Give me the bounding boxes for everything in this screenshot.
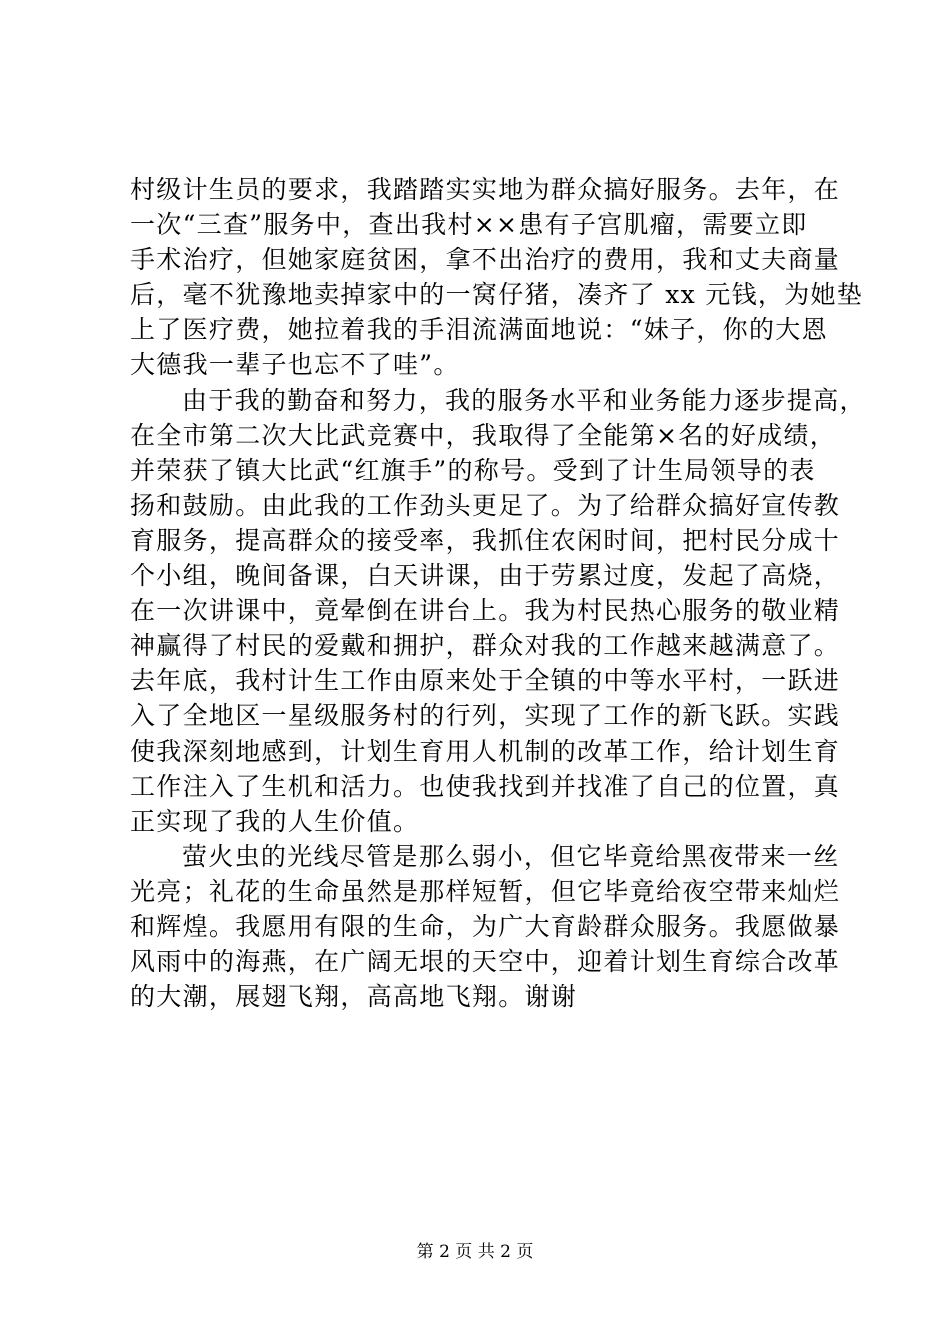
text-line: 一次“三查”服务中，查出我村××患有子宫肌瘤，需要立即 — [130, 210, 808, 240]
text-line: 正实现了我的人生价值。 — [130, 806, 420, 836]
text-line: 风雨中的海燕，在广阔无垠的天空中，迎着计划生育综合改革 — [130, 947, 841, 977]
document-body — [130, 172, 866, 1014]
text-line: 去年底，我村计生工作由原来处于全镇的中等水平村，一跃进 — [130, 666, 841, 696]
text-line: 光亮；礼花的生命虽然是那样短暂，但它毕竟给夜空带来灿烂 — [130, 876, 841, 906]
text-line: 后，毫不犹豫地卖掉家中的一窝仔猪，凑齐了 xx 元钱，为她垫 — [130, 280, 864, 310]
paragraph-start-line: 由于我的勤奋和努力，我的服务水平和业务能力逐步提高， — [182, 385, 866, 415]
text-line: 个小组，晚间备课，白天讲课，由于劳累过度，发起了高烧， — [130, 561, 841, 591]
text-line: 工作注入了生机和活力。也使我找到并找准了自己的位置，真 — [130, 771, 841, 801]
text-line: 大德我一辈子也忘不了哇”。 — [130, 350, 460, 380]
text-line: 育服务，提高群众的接受率，我抓住农闲时间，把村民分成十 — [130, 525, 841, 555]
text-line: 在一次讲课中，竟晕倒在讲台上。我为村民热心服务的敬业精 — [130, 596, 841, 626]
page-number-label: 第 2 页 共 2 页 — [416, 1242, 534, 1262]
paragraph-start-line: 萤火虫的光线尽管是那么弱小，但它毕竟给黑夜带来一丝 — [182, 841, 840, 871]
text-line: 在全市第二次大比武竞赛中，我取得了全能第×名的好成绩， — [130, 420, 837, 450]
text-line: 神赢得了村民的爱戴和拥护，群众对我的工作越来越满意了。 — [130, 631, 841, 661]
text-line: 使我深刻地感到，计划生育用人机制的改革工作，给计划生育 — [130, 736, 841, 766]
text-line: 和辉煌。我愿用有限的生命，为广大育龄群众服务。我愿做暴 — [130, 911, 841, 941]
text-line: 村级计生员的要求，我踏踏实实地为群众搞好服务。去年，在 — [130, 175, 841, 204]
text-line: 入了全地区一星级服务村的行列，实现了工作的新飞跃。实践 — [130, 701, 841, 731]
text-line: 的大潮，展翅飞翔，高高地飞翔。谢谢 — [130, 982, 578, 1012]
text-line: 扬和鼓励。由此我的工作劲头更足了。为了给群众搞好宣传教 — [130, 490, 841, 520]
text-line: 手术治疗，但她家庭贫困，拿不出治疗的费用，我和丈夫商量 — [130, 245, 841, 275]
page-footer — [0, 1240, 950, 1264]
text-line: 上了医疗费，她拉着我的手泪流满面地说：“妹子，你的大恩 — [130, 315, 828, 345]
text-line: 并荣获了镇大比武“红旗手”的称号。受到了计生局领导的表 — [130, 455, 816, 485]
